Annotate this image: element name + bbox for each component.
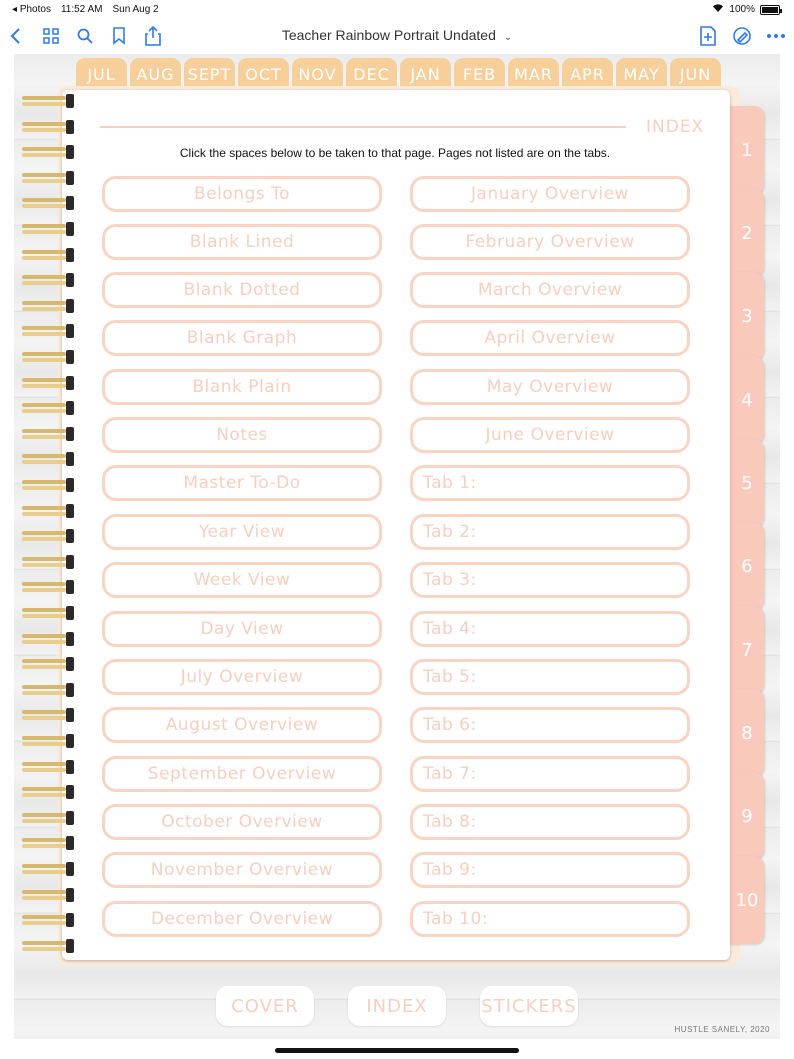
binding-ring xyxy=(22,939,76,953)
tab-jan[interactable]: JAN xyxy=(400,58,451,90)
binding-ring xyxy=(22,708,76,722)
tab-sept[interactable]: SEPT xyxy=(184,58,235,90)
tab-mar[interactable]: MAR xyxy=(508,58,559,90)
link-tab-9[interactable]: Tab 9: xyxy=(410,852,690,888)
toolbar xyxy=(0,20,794,52)
cover-button[interactable]: COVER xyxy=(216,986,314,1026)
binding-ring xyxy=(22,529,76,543)
link-tab-6[interactable]: Tab 6: xyxy=(410,707,690,743)
binding-ring xyxy=(22,862,76,876)
binding-ring xyxy=(22,452,76,466)
tab-may[interactable]: MAY xyxy=(616,58,667,90)
status-time: 11:52 AM xyxy=(60,4,103,15)
tab-jun[interactable]: JUN xyxy=(670,58,721,90)
spiral-binding xyxy=(22,90,78,970)
link-october-overview[interactable]: October Overview xyxy=(102,804,382,840)
stickers-button[interactable]: STICKERS xyxy=(480,986,578,1026)
planner-canvas xyxy=(14,54,780,1039)
link-tab-8[interactable]: Tab 8: xyxy=(410,804,690,840)
pen-icon[interactable] xyxy=(730,24,754,48)
binding-ring xyxy=(22,811,76,825)
binding-ring xyxy=(22,196,76,210)
link-february-overview[interactable]: February Overview xyxy=(410,224,690,260)
side-tab-10[interactable]: 10 xyxy=(730,856,764,944)
link-tab-1[interactable]: Tab 1: xyxy=(410,465,690,501)
binding-ring xyxy=(22,401,76,415)
binding-ring xyxy=(22,683,76,697)
side-tab-6[interactable]: 6 xyxy=(730,522,764,610)
link-year-view[interactable]: Year View xyxy=(102,514,382,550)
tab-nov[interactable]: NOV xyxy=(292,58,343,90)
link-tab-7[interactable]: Tab 7: xyxy=(410,756,690,792)
chevron-down-icon: ⌄ xyxy=(503,32,513,43)
title-divider xyxy=(100,126,626,128)
index-instructions: Click the spaces below to be taken to that page. Pages not listed are on the tabs. xyxy=(179,146,611,160)
binding-ring xyxy=(22,760,76,774)
binding-ring xyxy=(22,120,76,134)
home-indicator[interactable] xyxy=(275,1048,519,1053)
link-may-overview[interactable]: May Overview xyxy=(410,369,690,405)
tab-oct[interactable]: OCT xyxy=(238,58,289,90)
link-june-overview[interactable]: June Overview xyxy=(410,417,690,453)
link-tab-4[interactable]: Tab 4: xyxy=(410,611,690,647)
link-tab-3[interactable]: Tab 3: xyxy=(410,562,690,598)
link-august-overview[interactable]: August Overview xyxy=(102,707,382,743)
side-tab-2[interactable]: 2 xyxy=(730,189,764,277)
link-december-overview[interactable]: December Overview xyxy=(102,901,382,937)
binding-ring xyxy=(22,171,76,185)
more-icon[interactable] xyxy=(764,24,788,48)
credit-text: HUSTLE SANELY, 2020 xyxy=(674,1025,770,1034)
link-blank-lined[interactable]: Blank Lined xyxy=(102,224,382,260)
binding-ring xyxy=(22,632,76,646)
link-day-view[interactable]: Day View xyxy=(102,611,382,647)
battery-percent: 100% xyxy=(729,4,755,15)
binding-ring xyxy=(22,350,76,364)
binding-ring xyxy=(22,836,76,850)
tab-aug[interactable]: AUG xyxy=(130,58,181,90)
index-button[interactable]: INDEX xyxy=(348,986,446,1026)
binding-ring xyxy=(22,222,76,236)
binding-ring xyxy=(22,376,76,390)
binding-ring xyxy=(22,299,76,313)
add-page-icon[interactable] xyxy=(696,24,720,48)
binding-ring xyxy=(22,580,76,594)
side-tab-5[interactable]: 5 xyxy=(730,439,764,527)
binding-ring xyxy=(22,606,76,620)
link-tab-2[interactable]: Tab 2: xyxy=(410,514,690,550)
link-march-overview[interactable]: March Overview xyxy=(410,272,690,308)
wifi-icon xyxy=(712,3,724,16)
link-blank-plain[interactable]: Blank Plain xyxy=(102,369,382,405)
binding-ring xyxy=(22,324,76,338)
link-january-overview[interactable]: January Overview xyxy=(410,176,690,212)
tab-apr[interactable]: APR xyxy=(562,58,613,90)
side-tab-3[interactable]: 3 xyxy=(730,272,764,360)
binding-ring xyxy=(22,145,76,159)
tab-jul[interactable]: JUL xyxy=(76,58,127,90)
document-title-label: Teacher Rainbow Portrait Undated xyxy=(281,27,496,43)
side-tab-8[interactable]: 8 xyxy=(730,689,764,777)
binding-ring xyxy=(22,657,76,671)
link-april-overview[interactable]: April Overview xyxy=(410,320,690,356)
link-master-to-do[interactable]: Master To-Do xyxy=(102,465,382,501)
link-blank-graph[interactable]: Blank Graph xyxy=(102,320,382,356)
link-july-overview[interactable]: July Overview xyxy=(102,659,382,695)
status-bar xyxy=(0,0,794,20)
binding-ring xyxy=(22,555,76,569)
side-tab-7[interactable]: 7 xyxy=(730,606,764,694)
link-blank-dotted[interactable]: Blank Dotted xyxy=(102,272,382,308)
link-tab-5[interactable]: Tab 5: xyxy=(410,659,690,695)
binding-ring xyxy=(22,478,76,492)
link-notes[interactable]: Notes xyxy=(102,417,382,453)
link-september-overview[interactable]: September Overview xyxy=(102,756,382,792)
binding-ring xyxy=(22,94,76,108)
status-date: Sun Aug 2 xyxy=(112,4,159,15)
binding-ring xyxy=(22,427,76,441)
link-week-view[interactable]: Week View xyxy=(102,562,382,598)
binding-ring xyxy=(22,273,76,287)
back-to-app-link[interactable]: ◂ Photos xyxy=(12,4,51,15)
binding-ring xyxy=(22,504,76,518)
tab-feb[interactable]: FEB xyxy=(454,58,505,90)
link-november-overview[interactable]: November Overview xyxy=(102,852,382,888)
binding-ring xyxy=(22,913,76,927)
side-tab-1[interactable]: 1 xyxy=(730,106,764,194)
index-page xyxy=(62,90,730,960)
document-title[interactable] xyxy=(0,27,794,43)
side-tab-4[interactable]: 4 xyxy=(730,356,764,444)
binding-ring xyxy=(22,888,76,902)
binding-ring xyxy=(22,248,76,262)
tab-dec[interactable]: DEC xyxy=(346,58,397,90)
side-tab-9[interactable]: 9 xyxy=(730,772,764,860)
battery-icon xyxy=(760,5,780,15)
binding-ring xyxy=(22,734,76,748)
back-app-label: Photos xyxy=(19,4,51,15)
page-title: INDEX xyxy=(646,117,705,137)
link-belongs-to[interactable]: Belongs To xyxy=(102,176,382,212)
binding-ring xyxy=(22,785,76,799)
link-tab-10[interactable]: Tab 10: xyxy=(410,901,690,937)
